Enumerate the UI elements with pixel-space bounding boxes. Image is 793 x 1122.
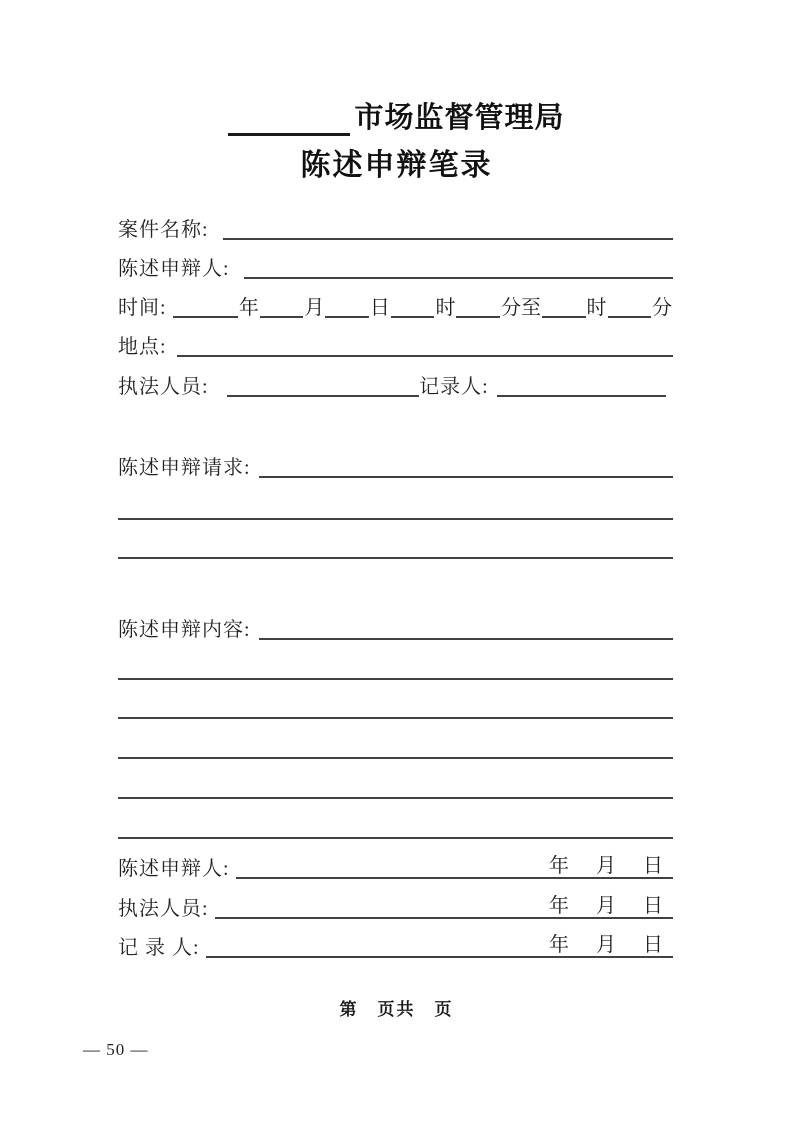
content-writing-line[interactable]: [118, 797, 673, 799]
pagination-note: 第 页共 页: [339, 1000, 454, 1019]
doc-title-row: [0, 146, 793, 184]
time-row: [118, 288, 673, 318]
date-year-label: 年: [549, 855, 569, 877]
time-end-hour-blank[interactable]: [542, 316, 586, 318]
time-unit-hour: 时: [435, 297, 456, 319]
sig-enforcers-label: 执法人员:: [118, 898, 209, 920]
location-row: [118, 327, 673, 357]
time-unit-day: 日: [369, 297, 390, 319]
sig-declarant-label: 陈述申辩人:: [118, 858, 230, 880]
recorder-label: 记录人:: [419, 376, 489, 398]
location-input-line[interactable]: [177, 355, 673, 357]
declarant-input-line[interactable]: [244, 277, 673, 279]
date-day-label: 日: [643, 934, 663, 956]
time-hour-blank[interactable]: [391, 316, 435, 318]
sig-declarant-row: [118, 849, 673, 879]
content-writing-line[interactable]: [118, 837, 673, 839]
location-label: 地点:: [118, 336, 167, 358]
enforcers-row: [118, 367, 666, 397]
time-end-minute-blank[interactable]: [608, 316, 652, 318]
request-label: 陈述申辩请求:: [118, 457, 251, 479]
content-writing-line[interactable]: [118, 757, 673, 759]
date-year-label: 年: [549, 895, 569, 917]
time-unit-end-minute: 分: [652, 297, 673, 319]
case-name-input-line[interactable]: [223, 238, 673, 240]
doc-title: 陈述申辩笔录: [300, 149, 493, 182]
enforcers-label: 执法人员:: [118, 376, 209, 398]
time-year-blank[interactable]: [173, 316, 238, 318]
sig-enforcers-date: [549, 896, 663, 916]
request-row: [118, 448, 673, 478]
case-name-row: [118, 210, 673, 240]
org-title: 市场监督管理局: [354, 102, 565, 134]
request-writing-line[interactable]: [118, 557, 673, 559]
request-writing-line[interactable]: [118, 518, 673, 520]
content-label: 陈述申辩内容:: [118, 619, 251, 641]
content-row: [118, 610, 673, 640]
content-input-line[interactable]: [259, 638, 673, 640]
sig-recorder-label: 记 录 人:: [118, 937, 200, 959]
org-title-row: [0, 98, 793, 136]
sig-declarant-line[interactable]: [236, 855, 673, 879]
date-day-label: 日: [643, 895, 663, 917]
sig-recorder-line[interactable]: [206, 934, 673, 958]
time-label: 时间:: [118, 297, 167, 319]
page-number: — 50 —: [83, 1040, 149, 1059]
sig-enforcers-line[interactable]: [215, 895, 673, 919]
time-month-blank[interactable]: [260, 316, 304, 318]
date-month-label: 月: [596, 895, 616, 917]
enforcers-input-line[interactable]: [227, 395, 420, 397]
sig-recorder-row: [118, 928, 673, 958]
recorder-input-line[interactable]: [497, 395, 666, 397]
time-unit-minute-to: 分至: [500, 297, 541, 319]
time-day-blank[interactable]: [325, 316, 369, 318]
time-unit-end-hour: 时: [586, 297, 607, 319]
date-day-label: 日: [643, 855, 663, 877]
date-month-label: 月: [596, 934, 616, 956]
time-unit-month: 月: [304, 297, 325, 319]
date-month-label: 月: [596, 855, 616, 877]
declarant-label: 陈述申辩人:: [118, 258, 230, 280]
org-name-blank[interactable]: [228, 133, 350, 136]
date-year-label: 年: [549, 934, 569, 956]
time-unit-year: 年: [238, 297, 259, 319]
declarant-row: [118, 249, 673, 279]
time-minute-blank[interactable]: [456, 316, 500, 318]
content-writing-line[interactable]: [118, 678, 673, 680]
sig-declarant-date: [549, 856, 663, 876]
request-input-line[interactable]: [259, 476, 673, 478]
sig-enforcers-row: [118, 889, 673, 919]
case-name-label: 案件名称:: [118, 219, 209, 241]
content-writing-line[interactable]: [118, 717, 673, 719]
sig-recorder-date: [549, 935, 663, 955]
